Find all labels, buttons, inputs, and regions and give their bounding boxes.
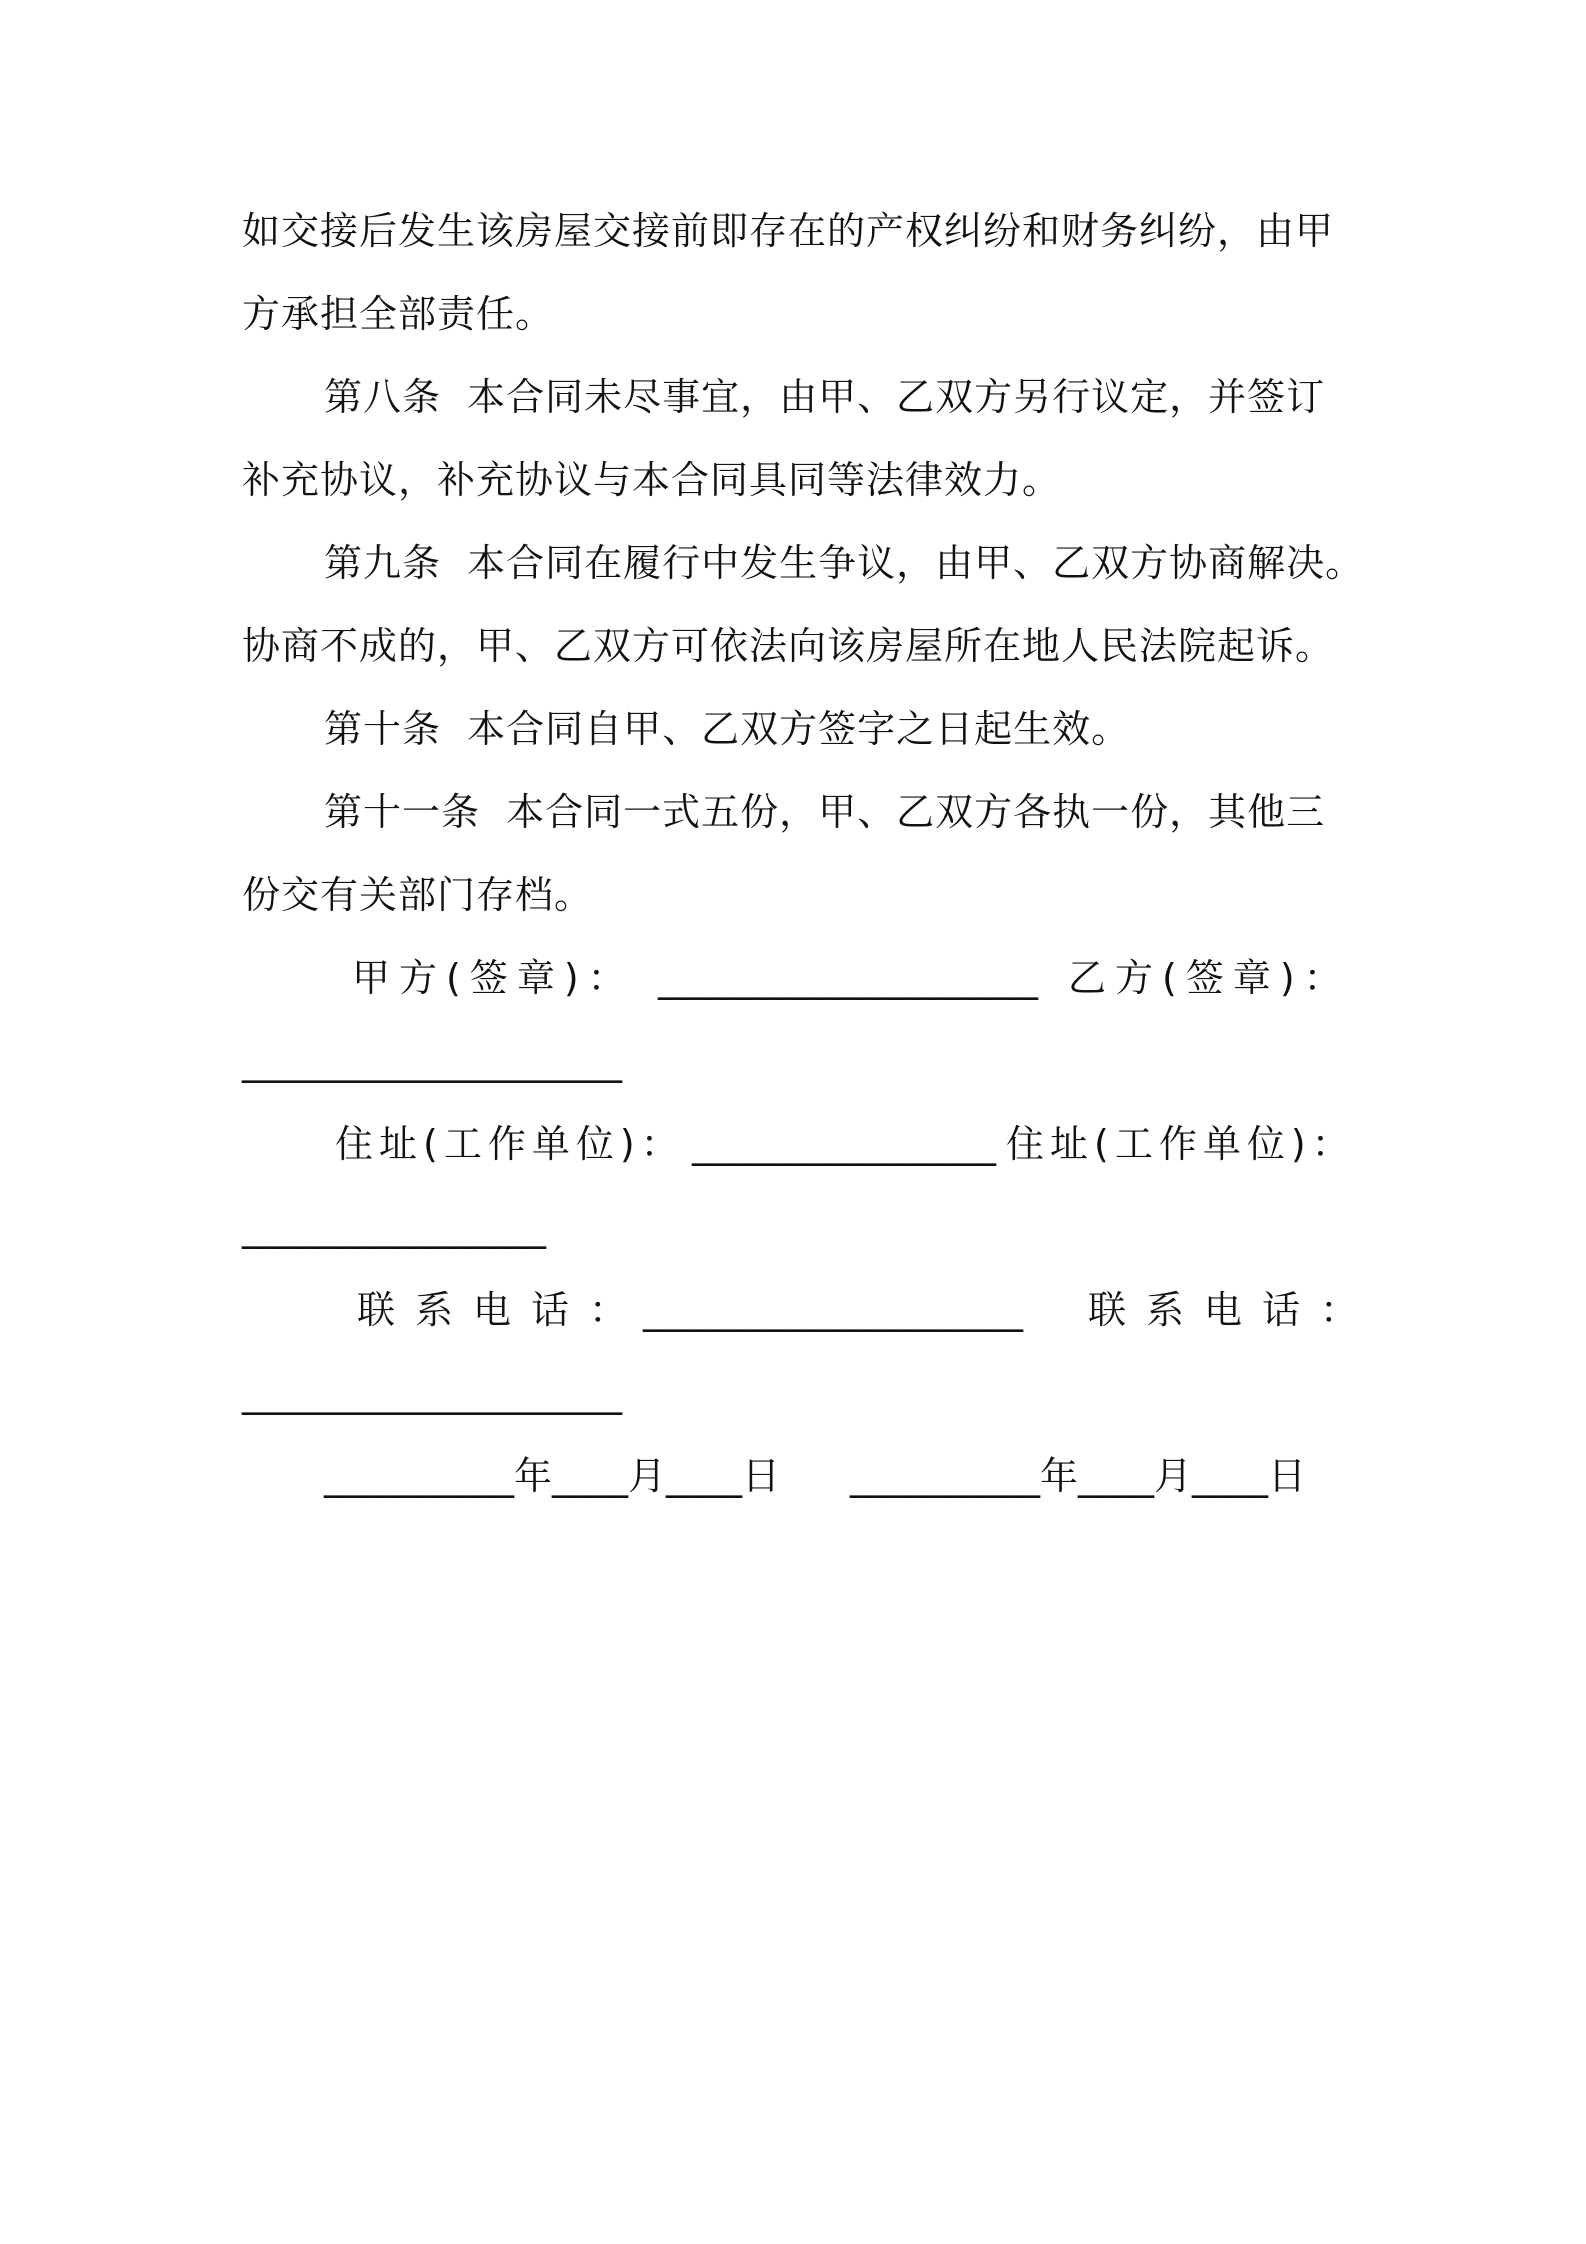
party-a-address-blank: ________________ — [692, 1122, 996, 1166]
party-a-date: __________年____月____日 — [324, 1454, 781, 1498]
article-eleven-line: 第十一条 本合同一式五份，甲、乙双方各执一份，其他三 — [324, 790, 1326, 834]
article-nine-line: 第九条 本合同在履行中发生争议，由甲、乙双方协商解决。 — [324, 541, 1365, 585]
party-b-signature-blank: ____________________ — [242, 1039, 622, 1083]
paragraph-line: 补充协议，补充协议与本合同具同等法律效力。 — [242, 458, 1062, 502]
party-b-phone-label: 联系电话： — [1088, 1288, 1379, 1332]
article-eight-line: 第八条 本合同未尽事宜，由甲、乙双方另行议定，并签订 — [324, 375, 1326, 419]
party-b-address-blank: ________________ — [242, 1205, 546, 1249]
party-b-date: __________年____月____日 — [850, 1454, 1307, 1498]
party-a-phone-label: 联系电话： — [357, 1288, 648, 1332]
article-ten-line: 第十条 本合同自甲、乙双方签字之日起生效。 — [324, 707, 1131, 751]
party-b-phone-blank: ____________________ — [242, 1371, 622, 1415]
paragraph-line: 如交接后发生该房屋交接前即存在的产权纠纷和财务纠纷，由甲 — [242, 209, 1335, 253]
paragraph-line: 份交有关部门存档。 — [242, 873, 594, 917]
paragraph-line: 方承担全部责任。 — [242, 292, 555, 336]
party-a-phone-blank: ____________________ — [643, 1288, 1023, 1332]
party-a-address-label: 住址(工作单位)： — [335, 1122, 685, 1166]
party-a-signature-label: 甲方(签章)： — [352, 956, 635, 1000]
paragraph-line: 协商不成的，甲、乙双方可依法向该房屋所在地人民法院起诉。 — [242, 624, 1335, 668]
party-b-address-label: 住址(工作单位)： — [1006, 1122, 1356, 1166]
party-a-signature-blank: ____________________ — [658, 956, 1038, 1000]
party-b-signature-label: 乙方(签章)： — [1068, 956, 1351, 1000]
